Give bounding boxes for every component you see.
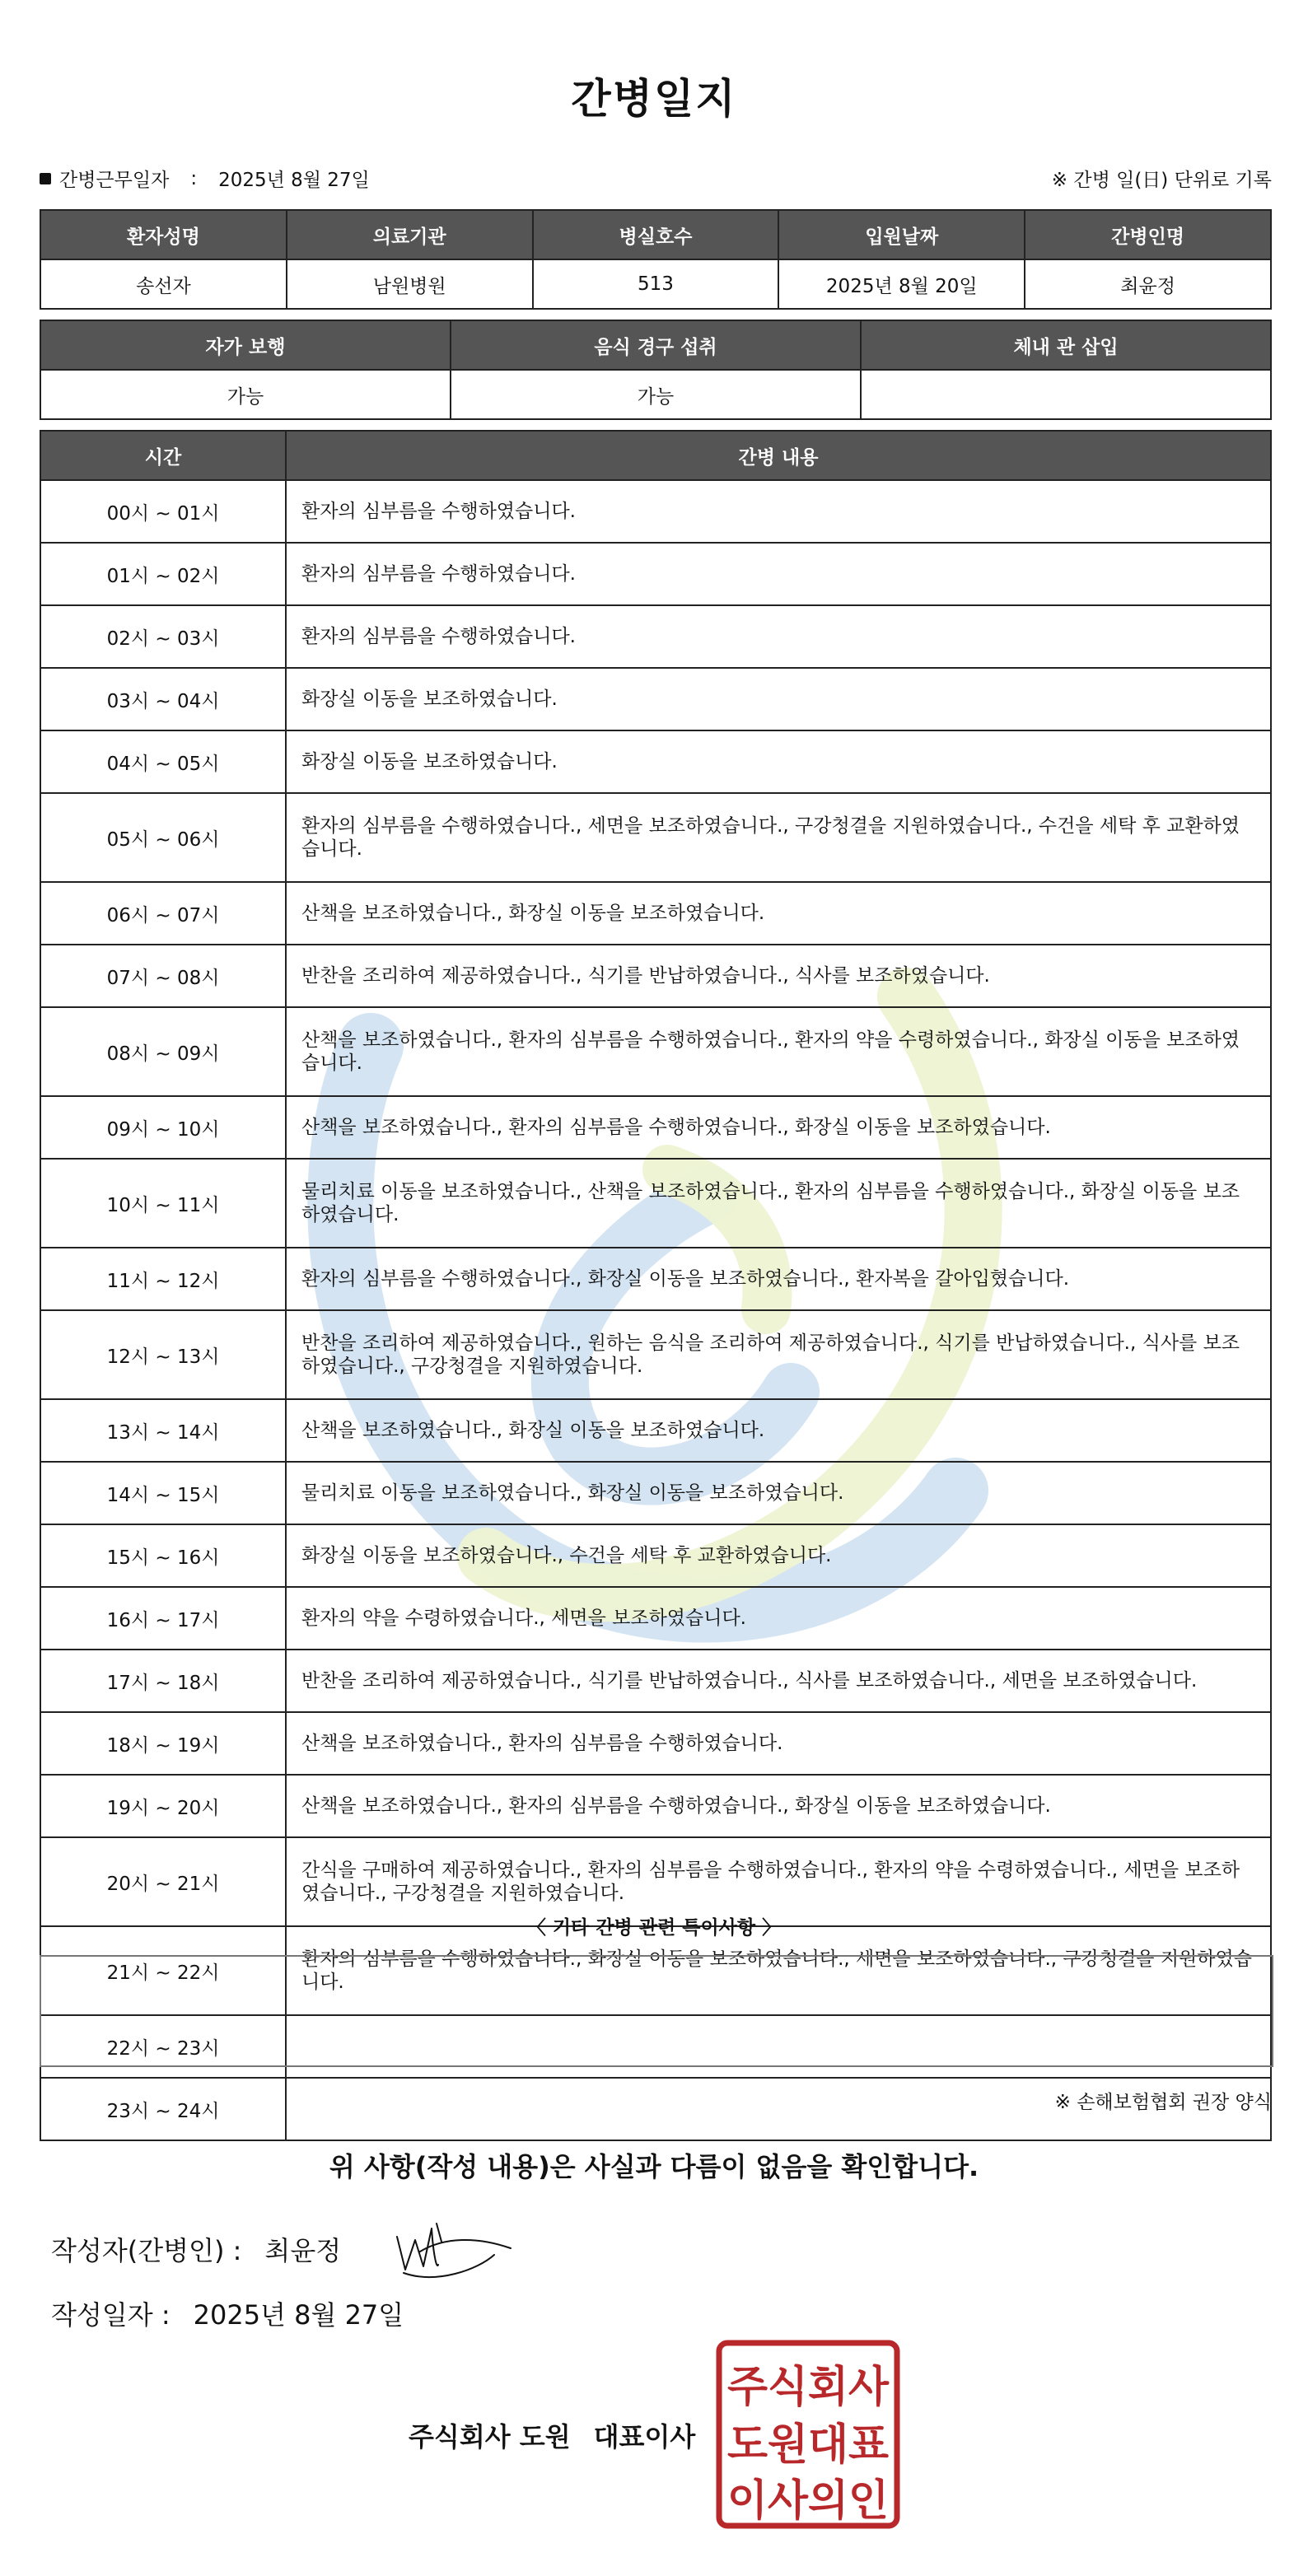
row-time: 11시 ~ 12시 bbox=[40, 1248, 286, 1310]
row-time: 14시 ~ 15시 bbox=[40, 1462, 286, 1524]
row-time: 15시 ~ 16시 bbox=[40, 1524, 286, 1587]
self-walking-value: 가능 bbox=[40, 370, 451, 419]
table-row bbox=[40, 605, 1271, 668]
row-content: 환자의 심부름을 수행하였습니다. bbox=[286, 480, 1271, 543]
header-care-content: 간병 내용 bbox=[286, 431, 1271, 480]
row-content: 산책을 보조하였습니다., 환자의 심부름을 수행하였습니다., 화장실 이동을 보조하였습니다. bbox=[286, 1775, 1271, 1837]
room-number: 513 bbox=[533, 259, 779, 309]
row-time: 20시 ~ 21시 bbox=[40, 1837, 286, 1926]
row-content: 산책을 보조하였습니다., 환자의 심부름을 수행하였습니다., 환자의 약을 수령하였습니다., 화장실 이동을 보조하였습니다. bbox=[286, 1007, 1271, 1096]
header-admission-date: 입원날짜 bbox=[778, 210, 1025, 259]
row-content: 환자의 약을 수령하였습니다., 세면을 보조하였습니다. bbox=[286, 1587, 1271, 1650]
seal-line-3: 이사의인 bbox=[727, 2476, 889, 2526]
table-row bbox=[40, 1462, 1271, 1524]
row-content: 반찬을 조리하여 제공하였습니다., 식기를 반납하였습니다., 식사를 보조하였습니다., 세면을 보조하였습니다. bbox=[286, 1650, 1271, 1712]
tube-insertion-value bbox=[861, 370, 1271, 419]
row-content: 환자의 심부름을 수행하였습니다. bbox=[286, 543, 1271, 605]
company-line bbox=[409, 2416, 695, 2454]
row-content: 산책을 보조하였습니다., 화장실 이동을 보조하였습니다. bbox=[286, 1399, 1271, 1462]
table-row bbox=[40, 668, 1271, 730]
row-time: 16시 ~ 17시 bbox=[40, 1587, 286, 1650]
patient-name: 송선자 bbox=[40, 259, 287, 309]
row-time: 01시 ~ 02시 bbox=[40, 543, 286, 605]
writer-name: 최윤정 bbox=[264, 2235, 342, 2266]
row-time: 09시 ~ 10시 bbox=[40, 1096, 286, 1159]
company-seal-stamp bbox=[715, 2339, 901, 2530]
remarks-title: 〈 기타 간병 관련 특이사항 〉 bbox=[526, 1917, 782, 1939]
row-time: 22시 ~ 23시 bbox=[40, 2015, 286, 2078]
row-content: 물리치료 이동을 보조하였습니다., 화장실 이동을 보조하였습니다. bbox=[286, 1462, 1271, 1524]
row-content: 간식을 구매하여 제공하였습니다., 환자의 심부름을 수행하였습니다., 환자의 약을 수령하였습니다., 세면을 보조하였습니다., 구강청결을 지원하였습니다. bbox=[286, 1837, 1271, 1926]
work-date-separator: : bbox=[190, 167, 198, 189]
table-row bbox=[40, 793, 1271, 882]
row-content: 화장실 이동을 보조하였습니다. bbox=[286, 668, 1271, 730]
company-name: 주식회사 도원 bbox=[409, 2421, 571, 2452]
header-time: 시간 bbox=[40, 431, 286, 480]
header-oral-intake: 음식 경구 섭취 bbox=[451, 320, 861, 370]
caregiver-name: 최윤정 bbox=[1025, 259, 1271, 309]
seal-line-2: 도원대표 bbox=[727, 2420, 889, 2470]
row-time: 12시 ~ 13시 bbox=[40, 1310, 286, 1399]
header-hospital: 의료기관 bbox=[287, 210, 533, 259]
table-row bbox=[40, 1007, 1271, 1096]
remarks-box bbox=[40, 1955, 1273, 2067]
row-content: 화장실 이동을 보조하였습니다., 수건을 세탁 후 교환하였습니다. bbox=[286, 1524, 1271, 1587]
row-content: 환자의 심부름을 수행하였습니다., 화장실 이동을 보조하였습니다., 환자복을 갈아입혔습니다. bbox=[286, 1248, 1271, 1310]
row-content: 산책을 보조하였습니다., 환자의 심부름을 수행하였습니다. bbox=[286, 1712, 1271, 1775]
row-time: 23시 ~ 24시 bbox=[40, 2078, 286, 2140]
confirmation-statement: 위 사항(작성 내용)은 사실과 다름이 없음을 확인합니다. bbox=[329, 2151, 979, 2182]
writer-label: 작성자(간병인) : bbox=[51, 2235, 242, 2266]
table-row bbox=[40, 1712, 1271, 1775]
patient-info-table bbox=[40, 209, 1272, 310]
table-row bbox=[40, 1399, 1271, 1462]
association-note: ※ 손해보험협회 권장 양식 bbox=[1054, 2092, 1272, 2113]
row-time: 13시 ~ 14시 bbox=[40, 1399, 286, 1462]
signature-image bbox=[387, 2212, 519, 2291]
header-patient-name: 환자성명 bbox=[40, 210, 287, 259]
hospital-name: 남원병원 bbox=[287, 259, 533, 309]
row-time: 07시 ~ 08시 bbox=[40, 945, 286, 1007]
table-row bbox=[40, 543, 1271, 605]
row-content: 반찬을 조리하여 제공하였습니다., 원하는 음식을 조리하여 제공하였습니다., 식기를 반납하였습니다., 식사를 보조하였습니다., 구강청결을 지원하였습니다. bbox=[286, 1310, 1271, 1399]
table-row bbox=[40, 1096, 1271, 1159]
work-date-line bbox=[40, 165, 370, 192]
row-time: 05시 ~ 06시 bbox=[40, 793, 286, 882]
table-row bbox=[40, 1248, 1271, 1310]
patient-status-table bbox=[40, 320, 1272, 420]
row-content: 산책을 보조하였습니다., 화장실 이동을 보조하였습니다. bbox=[286, 882, 1271, 945]
unit-note: ※ 간병 일(日) 단위로 기록 bbox=[1051, 170, 1272, 191]
write-date-value: 2025년 8월 27일 bbox=[193, 2299, 404, 2331]
table-row bbox=[40, 1159, 1271, 1248]
work-date-label: 간병근무일자 bbox=[59, 170, 170, 191]
table-row bbox=[40, 1524, 1271, 1587]
row-time: 06시 ~ 07시 bbox=[40, 882, 286, 945]
row-time: 00시 ~ 01시 bbox=[40, 480, 286, 543]
row-time: 19시 ~ 20시 bbox=[40, 1775, 286, 1837]
row-content: 환자의 심부름을 수행하였습니다. bbox=[286, 605, 1271, 668]
table-row bbox=[40, 945, 1271, 1007]
row-time: 04시 ~ 05시 bbox=[40, 730, 286, 793]
row-content: 물리치료 이동을 보조하였습니다., 산책을 보조하였습니다., 환자의 심부름을 수행하였습니다., 화장실 이동을 보조하였습니다. bbox=[286, 1159, 1271, 1248]
table-row bbox=[40, 1310, 1271, 1399]
representative-title: 대표이사 bbox=[593, 2421, 696, 2452]
row-content: 반찬을 조리하여 제공하였습니다., 식기를 반납하였습니다., 식사를 보조하였습니다. bbox=[286, 945, 1271, 1007]
table-row bbox=[40, 882, 1271, 945]
row-time: 08시 ~ 09시 bbox=[40, 1007, 286, 1096]
row-time: 02시 ~ 03시 bbox=[40, 605, 286, 668]
row-time: 17시 ~ 18시 bbox=[40, 1650, 286, 1712]
header-self-walking: 자가 보행 bbox=[40, 320, 451, 370]
care-log-table bbox=[40, 430, 1272, 2141]
table-row bbox=[40, 480, 1271, 543]
square-bullet-icon bbox=[40, 173, 51, 184]
row-time: 21시 ~ 22시 bbox=[40, 1926, 286, 2015]
writer-line bbox=[51, 2230, 341, 2268]
write-date-line bbox=[51, 2294, 404, 2332]
header-tube-insertion: 체내 관 삽입 bbox=[861, 320, 1271, 370]
row-time: 18시 ~ 19시 bbox=[40, 1712, 286, 1775]
work-date-value: 2025년 8월 27일 bbox=[218, 170, 370, 191]
table-row bbox=[40, 730, 1271, 793]
row-time: 03시 ~ 04시 bbox=[40, 668, 286, 730]
header-caregiver-name: 간병인명 bbox=[1025, 210, 1271, 259]
document-title: 간병일지 bbox=[571, 75, 737, 123]
row-content: 환자의 심부름을 수행하였습니다., 화장실 이동을 보조하였습니다., 세면을 보조하였습니다., 구강청결을 지원하였습니다. bbox=[286, 1926, 1271, 2015]
header-room-number: 병실호수 bbox=[533, 210, 779, 259]
oral-intake-value: 가능 bbox=[451, 370, 861, 419]
table-row bbox=[40, 1775, 1271, 1837]
admission-date: 2025년 8월 20일 bbox=[778, 259, 1025, 309]
table-row bbox=[40, 1650, 1271, 1712]
row-content: 환자의 심부름을 수행하였습니다., 세면을 보조하였습니다., 구강청결을 지원하였습니다., 수건을 세탁 후 교환하였습니다. bbox=[286, 793, 1271, 882]
seal-line-1: 주식회사 bbox=[727, 2363, 890, 2412]
row-time: 10시 ~ 11시 bbox=[40, 1159, 286, 1248]
row-content: 산책을 보조하였습니다., 환자의 심부름을 수행하였습니다., 화장실 이동을 보조하였습니다. bbox=[286, 1096, 1271, 1159]
row-content: 화장실 이동을 보조하였습니다. bbox=[286, 730, 1271, 793]
table-row bbox=[40, 1587, 1271, 1650]
write-date-label: 작성일자 : bbox=[51, 2299, 171, 2331]
